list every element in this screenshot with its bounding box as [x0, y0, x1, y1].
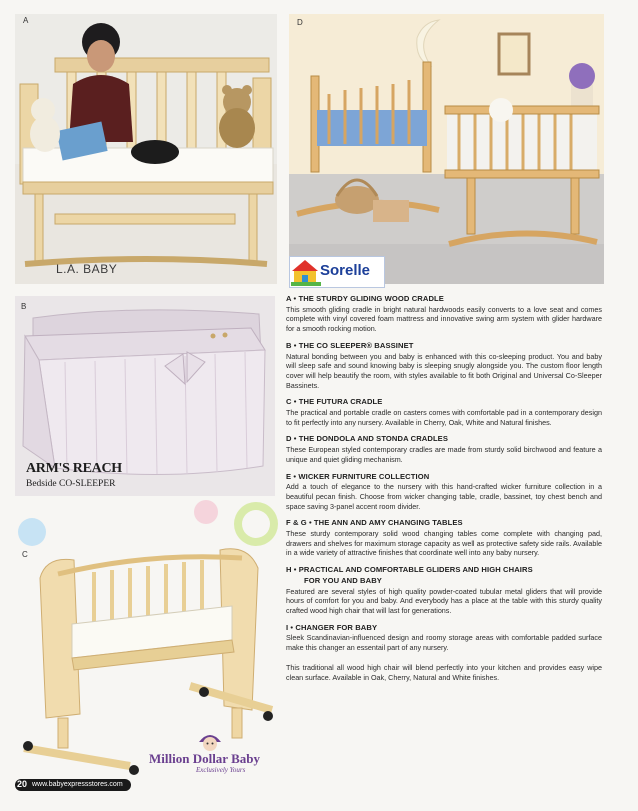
brand-arms-reach: ARM'S REACH [26, 461, 122, 476]
section-h [286, 565, 602, 616]
section-heading: D • THE DONDOLA AND STONDA CRADLES [286, 434, 449, 444]
section-heading: B • THE CO SLEEPER® BASSINET [286, 340, 414, 350]
section-heading: I • CHANGER FOR BABY [286, 622, 378, 632]
section-body: These European styled contemporary cradles are made from sturdy solid birchwood and feature a unique and quiet gliding mechanism. [286, 445, 602, 464]
section-b [286, 341, 602, 391]
photo-d-dondola-cradles [289, 14, 604, 284]
section-heading: H • PRACTICAL AND COMFORTABLE GLIDERS AND HIGH CHAIRS [286, 565, 533, 575]
section-d [286, 434, 602, 464]
photo-letter: B [21, 302, 27, 311]
sorelle-wordmark: Sorelle [320, 262, 371, 279]
sorelle-logo [289, 256, 385, 288]
section-body: Sleek Scandinavian-influenced design and roomy storage areas with comfortable padded surface make this changer an essentail part of any nursery. [286, 633, 602, 653]
million-dollar-baby-logo: Million Dollar Baby [149, 751, 260, 766]
brand-arms-reach-subtitle: Bedside CO-SLEEPER [26, 479, 116, 489]
brand-la-baby: L.A. BABY [56, 262, 118, 276]
product-descriptions [286, 294, 602, 682]
section-e [286, 472, 602, 512]
section-heading: F & G • THE ANN AND AMY CHANGING TABLES [286, 518, 463, 528]
section-f-g [286, 518, 602, 558]
section-c [286, 397, 602, 427]
section-heading: C • THE FUTURA CRADLE [286, 397, 383, 407]
baby-face-icon [196, 730, 224, 752]
million-dollar-baby-tagline: Exclusively Yours [196, 766, 246, 774]
section-body: Add a touch of elegance to the nursery with this hand-crafted wicker furniture collection in a beautiful pecan finish. Choose from wicker changing table, cradle, bassinet, toy chest bench and space saving 3-panel accent room divider. [286, 482, 602, 511]
photo-letter: D [297, 18, 303, 27]
photo-letter: A [23, 16, 29, 25]
section-body: These sturdy contemporary solid wood changing tables come complete with changing pad, drawers and shelves for maximum storage capacity as well as protective safety side rails. Available in a wide variety of attractive finishes that coordinate well into any baby nursery. [286, 529, 602, 558]
section-body: The practical and portable cradle on casters comes with comfortable pad in a contemporary design to fit perfectly into any nursery. Available in Cherry, Oak, White and Natural finishes. [286, 408, 602, 427]
page-number: 20 [17, 779, 28, 789]
footer-url[interactable]: www.babyexpressstores.com [32, 781, 123, 788]
section-heading: E • WICKER FURNITURE COLLECTION [286, 471, 430, 481]
closing-paragraph: This traditional all wood high chair will blend perfectly into your kitchen and provides easy wipe clean surface. Available in Oak, Cherry, Natural and White finishes. [286, 662, 602, 682]
section-a [286, 294, 602, 334]
section-body: This smooth gliding cradle in bright natural hardwoods easily converts to a love seat and comes complete with vinyl covered foam mattress and innovative swing arm system with glider hardware for a smooth rocking motion. [286, 304, 602, 334]
section-heading-continued: FOR YOU AND BABY [304, 575, 382, 585]
photo-c-futura-cradle [10, 498, 286, 780]
section-body: Natural bonding between you and baby is enhanced with this co-sleeping product. You and baby will sleep safe and sound knowing baby is sleeping snugly alongside you. The custom floor length cover will help beautify the room, with styles available to fit both Original and Universal Co-Sleeper Bassinets. [286, 351, 602, 390]
section-i [286, 623, 602, 653]
section-body: Featured are several styles of high quality powder-coated tubular metal gliders that will provide hours of comfort for you and baby. And everybody has a place at the table with this sturdy quality crafted wood high chair that will last for generations. [286, 586, 602, 615]
section-heading: A • THE STURDY GLIDING WOOD CRADLE [286, 294, 444, 303]
house-icon [291, 258, 321, 286]
photo-letter: C [22, 550, 28, 559]
photo-a-gliding-cradle [15, 14, 277, 284]
